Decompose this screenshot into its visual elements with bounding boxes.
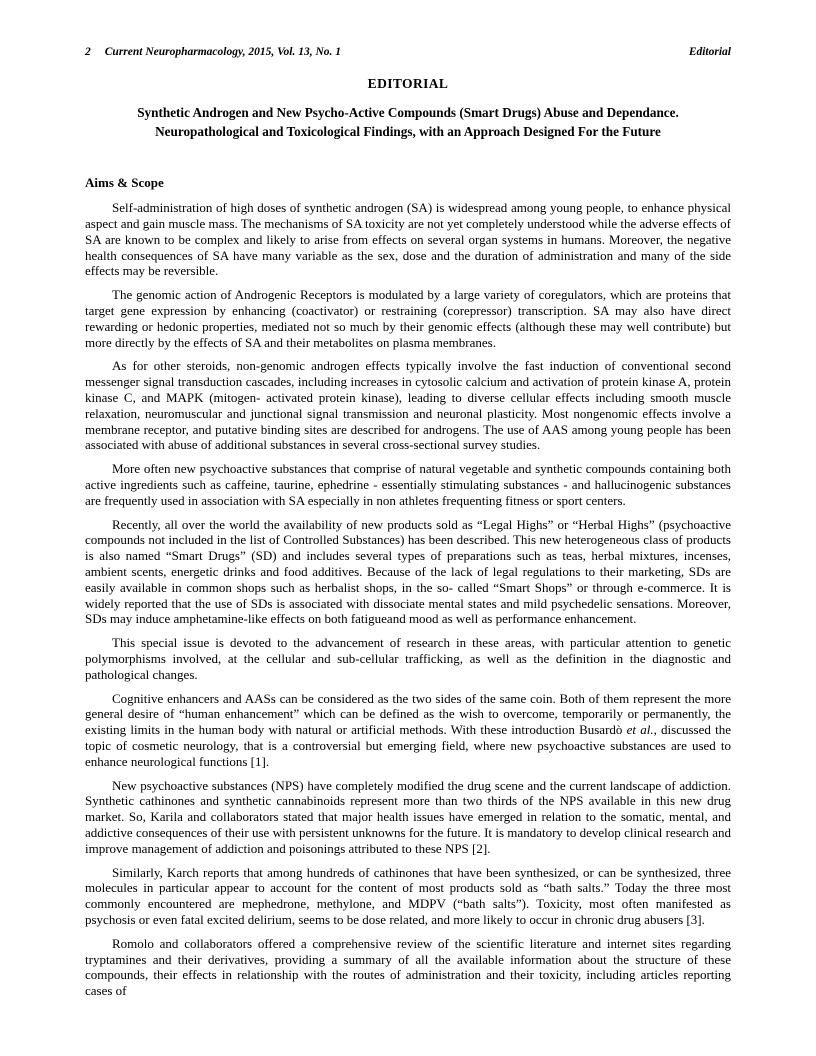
et-al-italic: et al. (626, 722, 654, 738)
running-head (85, 46, 731, 58)
section-heading-aims-scope: Aims & Scope (85, 175, 164, 191)
page-number: 2 (85, 46, 91, 58)
running-head-right: Editorial (688, 46, 731, 58)
paragraph-romolo-tryptamines: Romolo and collaborators offered a comprehensive review of the scientific literature and internet sites regarding tryptamines and their derivatives, providing a summary of all the available information about the structure of these compounds, their effects in relationship with the routes of administration and their toxicity, including articles reporting cases of (85, 935, 731, 999)
article-title-line2: Neuropathological and Toxicological Findings, with an Approach Designed For the Future (155, 124, 661, 140)
paragraph-cognitive-enhancers-after: , discussed the topic of cosmetic neurology, that is a controversial but emerging field, where new psychoactive substances are used to enhance neurological functions [1]. (85, 722, 731, 769)
paragraph-genomic-action: The genomic action of Androgenic Receptors is modulated by a large variety of coregulators, which are proteins that target gene expression by enhancing (coactivator) or restraining (corepressor) transcription. SA may also have direct rewarding or hedonic properties, mediated not so much by their genomic effects (although these may well contribute) but more directly by the effects of SA and their metabolites on plasma membranes. (85, 287, 731, 350)
paragraph-non-genomic-effects: As for other steroids, non-genomic androgen effects typically involve the fast induction of conventional second messenger signal transduction cascades, including increases in cytosolic calcium and activation of protein kinase A, protein kinase C, and MAPK (mitogen- activated protein kinase), leading to diverse cellular effects including smooth muscle relaxation, neuromuscular and junctional signal transmission and neuronal plasticity. Most nongenomic effects involve a membrane receptor, and putative binding sites are described for androgens. The use of AAS among young people has been associated with abuse of additional substances in several cross-sectional survey studies. (85, 358, 731, 453)
paragraph-cognitive-enhancers (85, 691, 731, 770)
paragraph-cognitive-enhancers-before: Cognitive enhancers and AASs can be considered as the two sides of the same coin. Both of them represent the more general desire of “human enhancement” which can be defined as the wish to overcome, temporarily or permanently, the existing limits in the human body with natural or artificial methods. With these introduction Busardò (85, 690, 731, 738)
paragraph-special-issue: This special issue is devoted to the advancement of research in these areas, with particular attention to genetic polymorphisms involved, at the cellular and sub-cellular trafficking, as well as the definition in the diagnostic and pathological changes. (85, 635, 731, 682)
journal-citation: Current Neuropharmacology, 2015, Vol. 13, No. 1 (104, 46, 342, 58)
paragraph-nps: New psychoactive substances (NPS) have completely modified the drug scene and the current landscape of addiction. Synthetic cathinones and synthetic cannabinoids represent more than two thirds of the NPS available in this new drug market. So, Karila and collaborators stated that major health issues have emerged in relation to the somatic, mental, and addictive consequences of their use with persistent unknowns for the future. It is mandatory to develop clinical research and improve management of addiction and poisonings attributed to these NPS [2]. (85, 777, 731, 856)
editorial-label: EDITORIAL (367, 76, 449, 91)
running-head-left (85, 46, 341, 58)
paragraph-psychoactive-substances: More often new psychoactive substances that comprise of natural vegetable and synthetic compounds containing both active ingredients such as caffeine, taurine, ephedrine - essentially stimulating substances - and hallucinogenic substances are frequently used in association with SA especially in non athletes frequenting fitness or sport centers. (85, 461, 731, 508)
article-title (85, 103, 731, 141)
paragraph-legal-highs: Recently, all over the world the availability of new products sold as “Legal Highs” or “Herbal Highs” (psychoactive compounds not included in the list of Controlled Substances) has been described. This new heterogeneous class of products is also named “Smart Drugs” (SD) and includes several types of preparations such as teas, herbal mixtures, incenses, ambient scents, energetic drinks and food additives. Because of the lack of legal regulations to their marketing, SDs are easily available in common shops such as herbalist shops, in the so- called “Smart Shops” or through e-commerce. It is widely reported that the use of SDs is associated with dissociate mental states and mild psychedelic sensations. Moreover, SDs may induce amphetamine-like effects on both fatigueand mood as well as performance enhancement. (85, 516, 731, 627)
article-title-line1: Synthetic Androgen and New Psycho-Active Compounds (Smart Drugs) Abuse and Dependance. (137, 105, 679, 120)
document-body (85, 200, 731, 999)
paragraph-karch-cathinones: Similarly, Karch reports that among hundreds of cathinones that have been synthesized, or can be synthesized, three molecules in particular appear to account for the content of most products sold as “bath salts.” Today the three most commonly encountered are mephedrone, methylone, and MDPV (“bath salts”). Toxicity, most often manifested as psychosis or even fatal excited delirium, seems to be dose related, and more likely to occur in chronic drug abusers [3]. (85, 864, 731, 927)
paragraph-self-administration: Self-administration of high doses of synthetic androgen (SA) is widespread among young people, to enhance physical aspect and gain muscle mass. The mechanisms of SA toxicity are not yet completely understood while the adverse effects of SA are known to be complex and likely to arise from effects on several organ systems in humans. Moreover, the negative health consequences of SA have many variable as the sex, dose and the duration of administration and many of the side effects may be reversible. (85, 200, 731, 279)
